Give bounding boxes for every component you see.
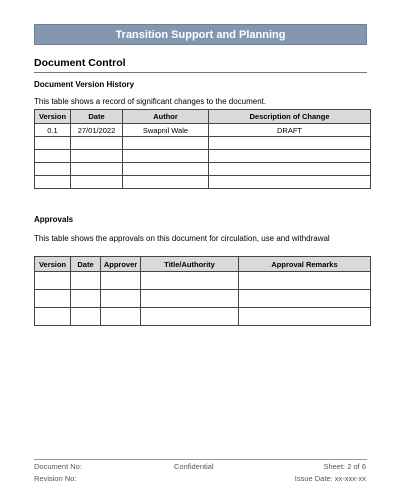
table-cell <box>71 150 123 163</box>
table-cell <box>35 176 71 189</box>
table-cell <box>123 150 209 163</box>
footer-document-no: Document No: <box>34 462 82 471</box>
table-cell: DRAFT <box>209 124 371 137</box>
table-cell <box>71 308 101 326</box>
footer-divider <box>34 459 367 460</box>
column-header-version: Version <box>35 257 71 272</box>
table-row <box>35 272 371 290</box>
table-row <box>35 290 371 308</box>
table-cell: Swapnil Wale <box>123 124 209 137</box>
table-row <box>35 163 371 176</box>
table-cell <box>141 290 239 308</box>
table-cell <box>209 176 371 189</box>
table-row <box>35 176 371 189</box>
table-row <box>35 150 371 163</box>
approvals-heading: Approvals <box>34 215 74 224</box>
table-cell <box>123 137 209 150</box>
table-row <box>35 137 371 150</box>
table-cell <box>141 308 239 326</box>
table-cell <box>35 308 71 326</box>
column-header-title-authority: Title/Authority <box>141 257 239 272</box>
table-cell <box>35 272 71 290</box>
table-cell <box>239 308 371 326</box>
table-cell <box>71 290 101 308</box>
table-cell <box>71 163 123 176</box>
column-header-date: Date <box>71 110 123 124</box>
column-header-description: Description of Change <box>209 110 371 124</box>
table-cell <box>209 150 371 163</box>
table-cell <box>209 137 371 150</box>
version-history-table <box>34 109 371 189</box>
version-history-description: This table shows a record of significant changes to the document. <box>34 97 267 106</box>
table-cell: 27/01/2022 <box>71 124 123 137</box>
table-row <box>35 308 371 326</box>
table-cell <box>35 290 71 308</box>
column-header-date: Date <box>71 257 101 272</box>
table-cell <box>35 150 71 163</box>
table-cell: 0.1 <box>35 124 71 137</box>
banner-title: Transition Support and Planning <box>115 29 286 41</box>
footer-revision-no: Revision No: <box>34 474 77 483</box>
table-row <box>35 124 371 137</box>
document-control-heading: Document Control <box>34 57 126 69</box>
footer-sheet-number: Sheet: 2 of 6 <box>323 462 366 471</box>
table-cell <box>123 176 209 189</box>
table-cell <box>71 176 123 189</box>
column-header-approval-remarks: Approval Remarks <box>239 257 371 272</box>
table-cell <box>209 163 371 176</box>
column-header-approver: Approver <box>101 257 141 272</box>
version-history-heading: Document Version History <box>34 80 135 89</box>
table-cell <box>141 272 239 290</box>
table-cell <box>101 290 141 308</box>
table-cell <box>239 290 371 308</box>
table-cell <box>35 163 71 176</box>
table-cell <box>71 272 101 290</box>
table-cell <box>35 137 71 150</box>
approvals-description: This table shows the approvals on this document for circulation, use and withdrawal <box>34 234 330 243</box>
column-header-version: Version <box>35 110 71 124</box>
table-cell <box>101 272 141 290</box>
table-cell <box>101 308 141 326</box>
footer-classification: Confidential <box>174 462 214 471</box>
footer-issue-date: Issue Date: xx-xxx-xx <box>294 474 366 483</box>
heading-divider <box>34 72 367 73</box>
column-header-author: Author <box>123 110 209 124</box>
table-cell <box>123 163 209 176</box>
approvals-table <box>34 256 371 326</box>
document-banner <box>34 24 367 45</box>
table-cell <box>71 137 123 150</box>
table-cell <box>239 272 371 290</box>
